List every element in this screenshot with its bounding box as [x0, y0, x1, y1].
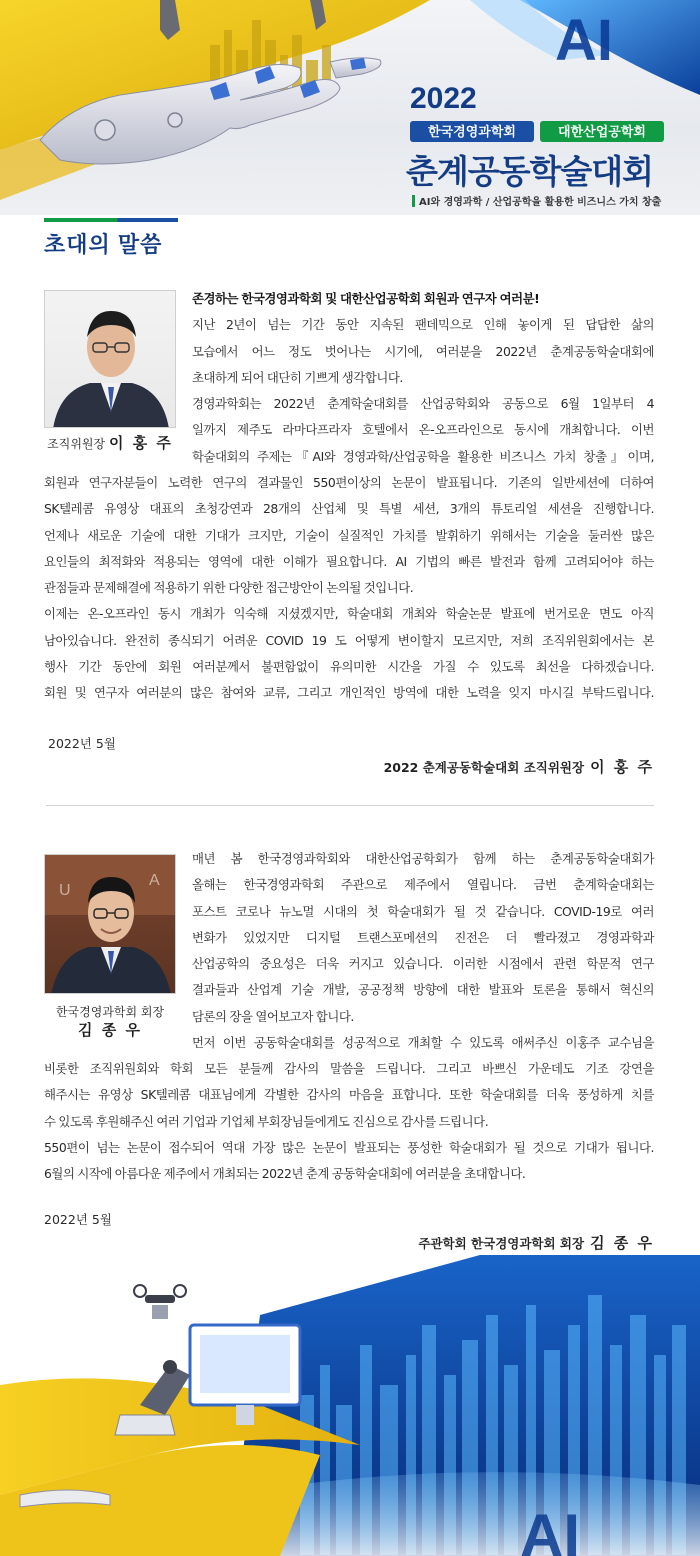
- message1-line: 회원 및 연구자 여러분의 많은 참여와 교류, 그리고 개인적인 방역에 대한 노력을 잊지 마시길 부탁드립니다.: [44, 685, 654, 701]
- svg-text:A: A: [149, 872, 160, 889]
- message2-line: 결과들과 산업계 기술 개발, 공공정책 방향에 대한 발표와 토론을 통해서 혁신의: [192, 982, 654, 998]
- message1-signature-title: 2022 춘계공동학술대회 조직위원장: [383, 760, 585, 775]
- footer-banner: [0, 1255, 700, 1556]
- subtitle-marker: [412, 195, 415, 207]
- message2-line: 550편이 넘는 논문이 접수되어 역대 가장 많은 논문이 발표되는 풍성한 학술대회가 될 것으로 기대가 됩니다.: [44, 1139, 654, 1155]
- message1-signature: [384, 756, 654, 777]
- message2-signature-1: [418, 1232, 654, 1253]
- message2-line: 포스트 코로나 뉴노멀 시대의 첫 학술대회가 될 것 같습니다. COVID-19로 여러: [192, 903, 654, 919]
- message1-greeting: 존경하는 한국경영과학회 및 대한산업공학회 회원과 연구자 여러분!: [192, 291, 540, 306]
- message2-line: 수 있도록 후원해주신 여러 기업과 기업체 부회장님들에게도 진심으로 감사를 드립니다.: [44, 1113, 489, 1129]
- message2-line: 산업공학의 중요성은 더욱 커지고 있습니다. 이러한 시점에서 관련 학문적 연구: [192, 956, 654, 972]
- person-portrait-icon: [45, 855, 176, 994]
- president-role: 한국경영과학회 회장: [55, 1005, 165, 1019]
- message1-line: SK텔레콤 유영상 대표의 초청강연과 28개의 산업체 및 특별 세션, 3개의 튜토리얼 세션을 진행합니다.: [44, 501, 654, 517]
- chair-role: 조직위원장: [47, 437, 106, 451]
- message1-narrow-text: [192, 286, 654, 470]
- footer-ai-text: AI: [520, 1502, 580, 1556]
- subtitle-text: AI와 경영과학 / 산업공학을 활용한 비즈니스 가치 창출: [419, 197, 662, 208]
- message1-date: 2022년 5월: [48, 736, 116, 751]
- message1-line: 경영과학회는 2022년 춘계학술대회를 산업공학회와 공동으로 6월 1일부터 4: [192, 396, 654, 412]
- footer-illustration: [0, 1255, 700, 1556]
- message1-signature-name: 이 홍 주: [590, 758, 654, 776]
- message1-line: 학술대회의 주제는『AI와 경영과학/산업공학을 활용한 비즈니스 가치 창출』이며,: [192, 448, 654, 464]
- president-caption: [40, 1003, 180, 1039]
- message1-line: 요인들의 최적화와 적용되는 영역에 대한 이해가 필요합니다. AI 기법의 빠른 발전과 함께 고려되어야 하는: [44, 553, 654, 569]
- event-year: 2022: [410, 82, 477, 115]
- message2-line: 올해는 한국경영과학회 주관으로 제주에서 열립니다. 금번 춘계학술대회는: [192, 877, 654, 893]
- message2-line: 비롯한 조직위원회와 학회 모든 분들께 감사의 말씀을 드립니다. 그리고 바쁘신 가운데도 기조 강연을: [44, 1061, 654, 1076]
- message2-signature1-name: 김 종 우: [590, 1234, 654, 1252]
- message2-wide-text: [44, 1056, 654, 1187]
- message1-wide-text: [44, 470, 654, 707]
- event-title: 춘계공동학술대회: [406, 153, 654, 190]
- message1-line: 초대하게 되어 대단히 기쁘게 생각합니다.: [192, 369, 403, 385]
- message2-narrow-text: [192, 846, 654, 1056]
- message1-line: 지난 2년이 넘는 기간 동안 지속된 팬데믹으로 인해 놓이게 된 답답한 삶의: [192, 317, 654, 333]
- section-divider: [46, 805, 654, 806]
- header-banner: [0, 0, 700, 215]
- president-photo: [44, 854, 176, 994]
- ai-badge-text: AI: [555, 8, 613, 73]
- chair-name: 이 홍 주: [108, 434, 173, 452]
- message1-line: 언제나 새로운 기술에 대한 기대가 크지만, 기술이 실질적인 가치를 발휘하기 위해서는 기술을 둘러싼 많은: [44, 527, 654, 543]
- message2-line: 먼저 이번 공동학술대회를 성공적으로 개최할 수 있도록 애써주신 이홍주 교수님을: [192, 1035, 654, 1051]
- message2-line: 매년 봄 한국경영과학회와 대한산업공학회가 함께 하는 춘계공동학술대회가: [192, 851, 654, 866]
- message1-line: 일까지 제주도 라마다프라자 호텔에서 온-오프라인으로 동시에 개최합니다. 이번: [192, 422, 654, 438]
- section-heading: [44, 218, 178, 259]
- section-title: 초대의 말씀: [44, 232, 163, 257]
- society-badge-ksie: 대한산업공학회: [540, 121, 664, 142]
- message2-signature1-title: 주관학회 한국경영과학회 회장: [418, 1236, 585, 1251]
- president-name: 김 종 우: [78, 1021, 142, 1039]
- section-heading-underline: [44, 218, 178, 222]
- message1-line: 모습에서 어느 정도 벗어나는 시기에, 여러분을 2022년 춘계공동학술대회에: [192, 343, 654, 359]
- message2-line: 담론의 장을 열어보고자 합니다.: [192, 1008, 354, 1024]
- person-portrait-icon: [45, 291, 176, 428]
- message2-line: 6월의 시작에 아름다운 제주에서 개최되는 2022년 춘계 공동학술대회에 여러분을 초대합니다.: [44, 1166, 526, 1182]
- society-badge-kors: 한국경영과학회: [410, 121, 534, 142]
- chair-caption: [40, 432, 180, 453]
- chair-photo: [44, 290, 176, 428]
- message1-line: 남아있습니다. 완전히 종식되기 어려운 COVID 19 도 어떻게 변이할지 모르지만, 저희 조직위원회에서는 본: [44, 632, 654, 648]
- message1-line: 행사 기간 동안에 회원 여러분께서 불편함없이 유의미한 시간을 가질 수 있도록 최선을 다하겠습니다.: [44, 659, 654, 675]
- society-row: [410, 121, 664, 142]
- message1-line: 이제는 온-오프라인 동시 개최가 익숙해 지셨겠지만, 학술대회 개최와 학술논문 발표에 번거로운 면도 아직: [44, 606, 654, 622]
- message2-line: 해주시는 유영상 SK텔레콤 대표님에게 각별한 감사의 마음을 표합니다. 또한 학술대회를 더욱 풍성하게 치를: [44, 1087, 654, 1103]
- event-subtitle: [412, 193, 661, 208]
- message1-line: 회원과 연구자분들이 노력한 연구의 결과물인 550편이상의 논문이 발표됩니다. 기존의 일반세션에 더하여: [44, 475, 654, 490]
- message2-date: 2022년 5월: [44, 1212, 112, 1227]
- message2-line: 변화가 있었지만 디지털 트랜스포메션의 진전은 더 빨라졌고 경영과학과: [192, 929, 654, 945]
- message1-line: 관점들과 문제해결에 적용하기 위한 다양한 접근방안이 논의될 것입니다.: [44, 580, 414, 596]
- svg-text:U: U: [59, 882, 71, 899]
